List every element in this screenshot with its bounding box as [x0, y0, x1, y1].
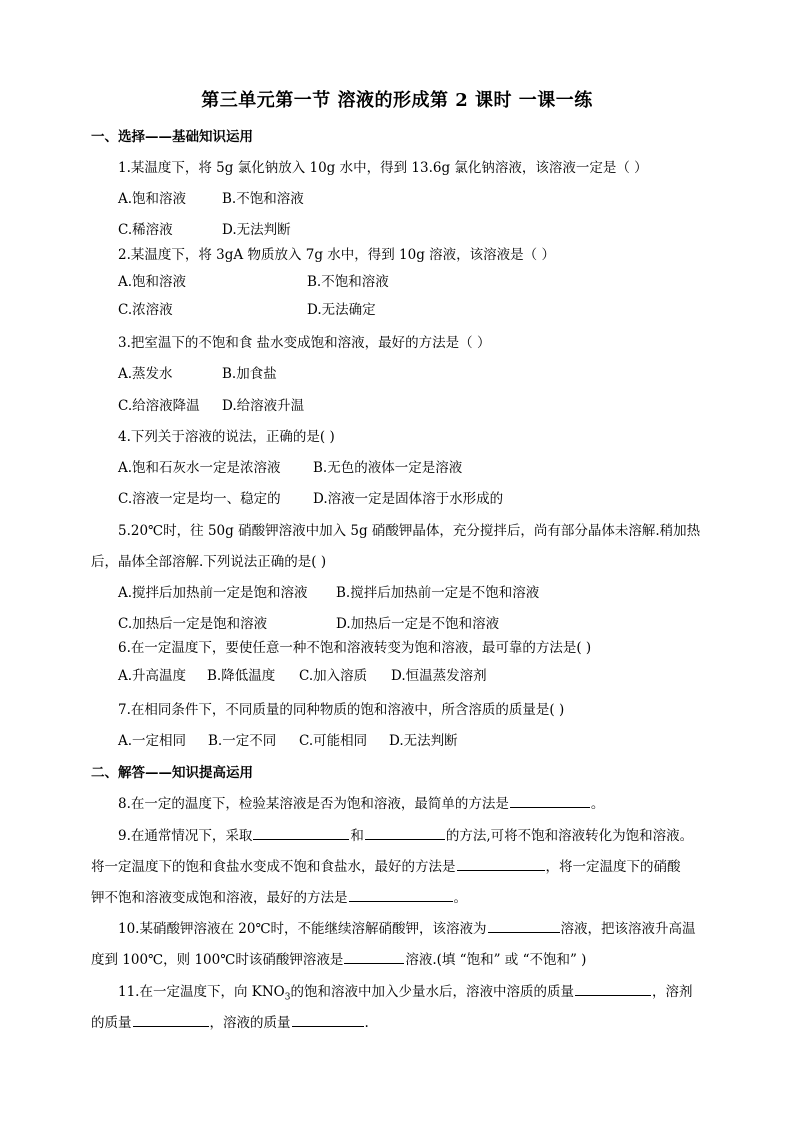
- q9-text-5: ，将一定温度下的硝酸: [545, 859, 681, 875]
- q9-answer-blank-3[interactable]: [457, 856, 545, 871]
- q5-option-a: A.搅拌后加热前一定是饱和溶液: [118, 585, 308, 601]
- page-title: 第三单元第一节 溶液的形成第 2 课时 一课一练: [201, 90, 593, 111]
- question-10-line2: [91, 948, 586, 968]
- question-8: [118, 792, 604, 812]
- q8-answer-blank[interactable]: [510, 793, 590, 808]
- q9-text-4: 将一定温度下的饱和食盐水变成不饱和食盐水，最好的方法是: [91, 859, 456, 875]
- q1-option-a: A.饱和溶液: [118, 191, 187, 207]
- q6-option-b: B.降低温度: [207, 668, 276, 684]
- q9-text-1: 9.在通常情况下，采取: [118, 828, 253, 844]
- q11-answer-blank-2[interactable]: [133, 1012, 209, 1027]
- q10-text-1: 10.某硝酸钾溶液在 20℃时，不能继续溶解硝酸钾，该溶液为: [118, 921, 487, 937]
- q9-answer-blank-1[interactable]: [253, 825, 349, 840]
- q10-answer-blank-2[interactable]: [344, 949, 404, 964]
- q10-answer-blank-1[interactable]: [488, 918, 560, 933]
- question-9-line1: [118, 824, 693, 844]
- q5-option-d: D.加热后一定是不饱和溶液: [336, 616, 500, 632]
- q10-text-2: 溶液，把该溶液升高温: [560, 921, 696, 937]
- q8-text-end: 。: [590, 796, 605, 812]
- q9-answer-blank-2[interactable]: [365, 825, 445, 840]
- q1-option-d: D.无法判断: [222, 222, 291, 238]
- section-heading-choice: 一、选择——基础知识运用: [91, 129, 253, 145]
- q7-option-d: D.无法判断: [389, 733, 458, 749]
- q7-option-c: C.可能相同: [299, 733, 368, 749]
- q9-text-6: 钾不饱和溶液变成饱和溶液，最好的方法是: [91, 890, 348, 906]
- question-2-stem: 2.某温度下，将 3gA 物质放入 7g 水中，得到 10g 溶液，该溶液是（ ）: [118, 247, 555, 263]
- question-11-line2: [91, 1011, 369, 1031]
- q6-option-d: D.恒温蒸发溶剂: [391, 668, 487, 684]
- q11-text-4: 的质量: [91, 1015, 132, 1031]
- question-5-stem-line2: 后，晶体全部溶解.下列说法正确的是( ): [91, 554, 327, 570]
- q3-option-a: A.蒸发水: [118, 366, 173, 382]
- q11-answer-blank-3[interactable]: [292, 1012, 364, 1027]
- q5-option-c: C.加热后一定是饱和溶液: [118, 616, 268, 632]
- q1-option-c: C.稀溶液: [118, 222, 173, 238]
- question-9-line3: [91, 886, 467, 906]
- q7-option-a: A.一定相同: [118, 733, 187, 749]
- q11-text-3: ，溶剂: [651, 984, 693, 1000]
- q9-text-3: 的方法,可将不饱和溶液转化为饱和溶液。: [445, 828, 694, 844]
- q7-option-b: B.一定不同: [208, 733, 277, 749]
- question-6-stem: 6.在一定温度下，要使任意一种不饱和溶液转变为饱和溶液，最可靠的方法是( ): [118, 640, 592, 656]
- question-5-stem-line1: 5.20℃时，往 50g 硝酸钾溶液中加入 5g 硝酸钾晶体，充分搅拌后，尚有部分晶体未溶解.稍加热: [118, 523, 701, 539]
- q6-option-a: A.升高温度: [118, 668, 187, 684]
- q11-text-6: .: [364, 1015, 369, 1031]
- q11-text-1: 11.在一定温度下，向 KNO: [118, 984, 285, 1000]
- q4-option-d: D.溶液一定是固体溶于水形成的: [313, 491, 504, 507]
- q11-text-2: 的饱和溶液中加入少量水后，溶液中溶质的质量: [290, 984, 574, 1000]
- q9-text-2: 和: [350, 828, 364, 844]
- question-1-stem: 1.某温度下，将 5g 氯化钠放入 10g 水中，得到 13.6g 氯化钠溶液，该溶液一定是（ ）: [118, 160, 648, 176]
- q2-option-c: C.浓溶液: [118, 302, 173, 318]
- question-7-stem: 7.在相同条件下，不同质量的同种物质的饱和溶液中，所含溶质的质量是( ): [118, 702, 565, 718]
- q3-option-c: C.给溶液降温: [118, 398, 200, 414]
- q3-option-d: D.给溶液升温: [222, 398, 305, 414]
- question-9-line2: [91, 855, 681, 875]
- question-4-stem: 4.下列关于溶液的说法，正确的是( ): [118, 429, 335, 445]
- q4-option-c: C.溶液一定是均一、稳定的: [118, 491, 281, 507]
- q5-option-b: B.搅拌后加热前一定是不饱和溶液: [336, 585, 540, 601]
- q9-answer-blank-4[interactable]: [349, 887, 453, 902]
- q2-option-a: A.饱和溶液: [118, 274, 187, 290]
- question-11-line1: [118, 980, 692, 1003]
- question-10-line1: [118, 917, 696, 937]
- q2-option-d: D.无法确定: [307, 302, 376, 318]
- q3-option-b: B.加食盐: [222, 366, 277, 382]
- q1-option-b: B.不饱和溶液: [222, 191, 304, 207]
- question-3-stem: 3.把室温下的不饱和食 盐水变成饱和溶液，最好的方法是（ ）: [118, 335, 491, 351]
- q10-text-4: 溶液.(填 “饱和” 或 “不饱和” ): [405, 952, 587, 968]
- q8-text: 8.在一定的温度下，检验某溶液是否为饱和溶液，最简单的方法是: [118, 796, 509, 812]
- q4-option-b: B.无色的液体一定是溶液: [313, 460, 463, 476]
- q11-subscript: 3: [284, 992, 291, 1003]
- q9-text-7: 。: [453, 890, 467, 906]
- q4-option-a: A.饱和石灰水一定是浓溶液: [118, 460, 281, 476]
- q11-text-5: ，溶液的质量: [209, 1015, 291, 1031]
- q2-option-b: B.不饱和溶液: [307, 274, 389, 290]
- q6-option-c: C.加入溶质: [299, 668, 368, 684]
- q11-answer-blank-1[interactable]: [575, 981, 651, 996]
- q10-text-3: 度到 100℃，则 100℃时该硝酸钾溶液是: [91, 952, 344, 968]
- section-heading-answer: 二、解答——知识提高运用: [91, 765, 253, 781]
